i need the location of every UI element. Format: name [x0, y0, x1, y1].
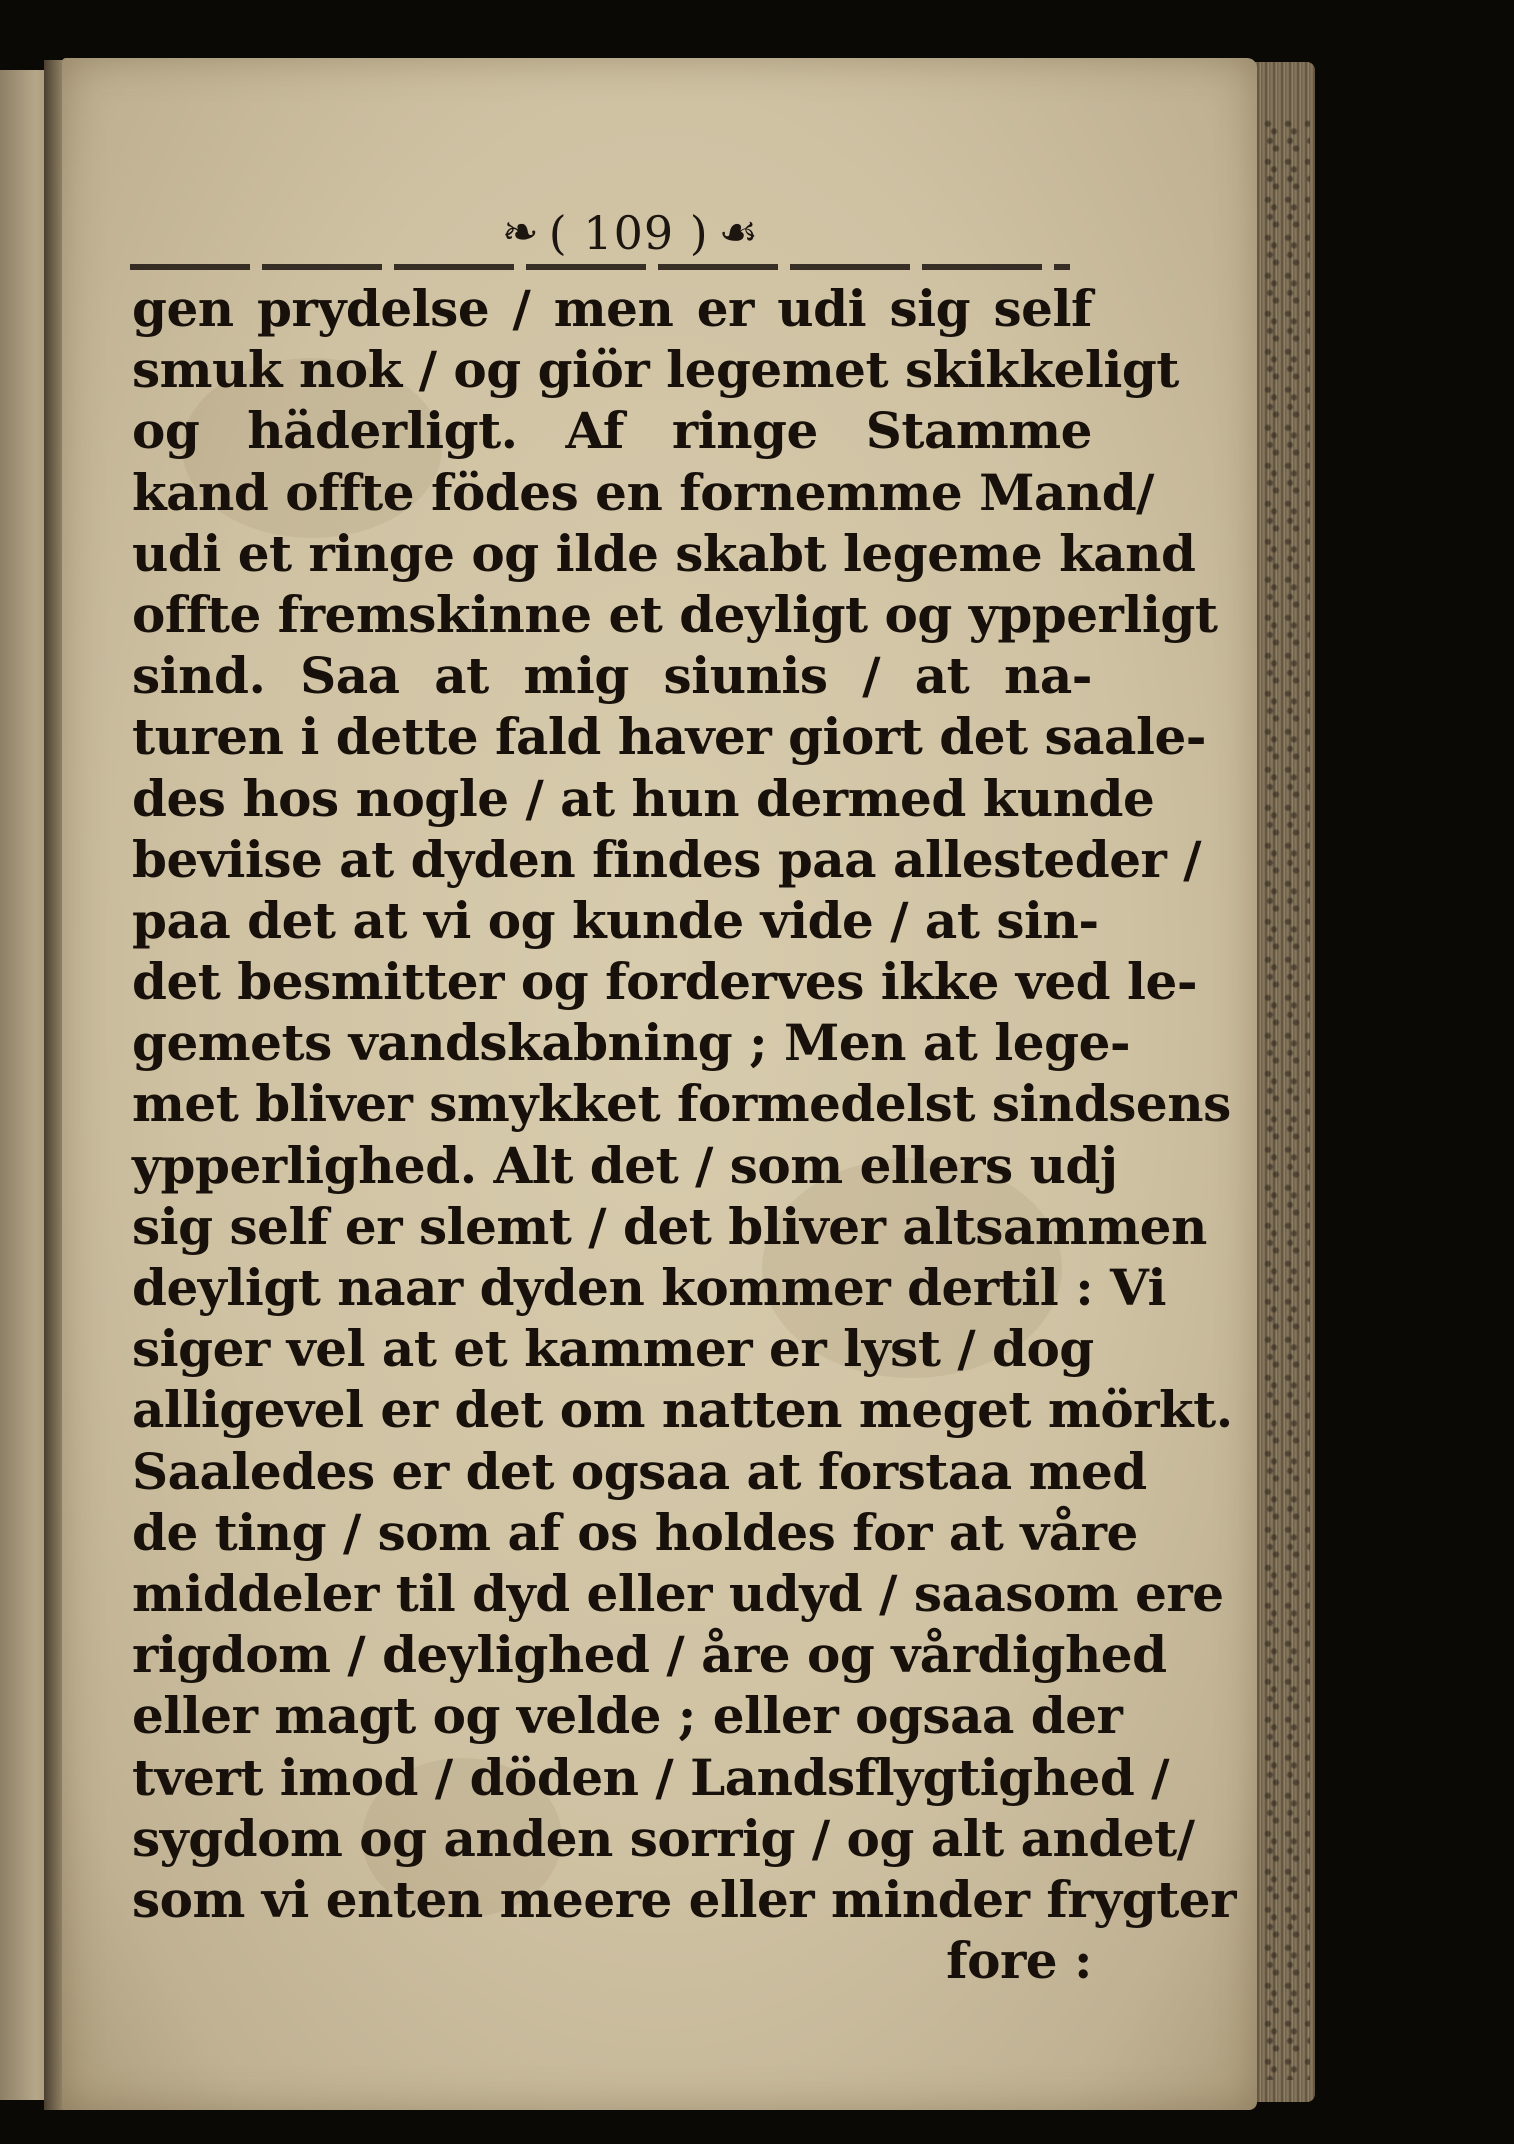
text-line: gen prydelse / men er udi sig self	[132, 279, 1092, 338]
text-line: des hos nogle / at hun dermed kunde	[132, 768, 1155, 828]
text-line: det besmitter og forderves ikke ved le-	[132, 952, 1198, 1012]
text-line: og häderligt. Af ringe Stamme	[132, 401, 1092, 461]
text-line: alligevel er det om natten meget mörkt.	[132, 1380, 1233, 1440]
text-line: som vi enten meere eller minder frygter	[132, 1869, 1236, 1929]
text-line: smuk nok / og giör legemet skikkeligt	[132, 340, 1179, 400]
ornament-left-icon: ❧	[501, 207, 539, 258]
text-line: de ting / som af os holdes for at våre	[132, 1502, 1138, 1562]
text-line: siger vel at et kammer er lyst / dog	[132, 1319, 1094, 1379]
text-line: udi et ringe og ilde skabt legeme kand	[132, 523, 1196, 583]
text-line: sig self er slemt / det bliver altsammen	[132, 1196, 1207, 1256]
body-text	[132, 278, 1236, 1991]
catchword: fore :	[946, 1931, 1092, 1991]
page-number: ( 109 )	[548, 206, 709, 260]
running-header	[460, 198, 800, 268]
text-line: kand offte födes en fornemme Mand/	[132, 462, 1154, 522]
header-rule	[130, 264, 1070, 270]
text-line: sygdom og anden sorrig / og alt andet/	[132, 1808, 1195, 1868]
text-line: eller magt og velde ; eller ogsaa der	[132, 1686, 1123, 1746]
text-line: beviise at dyden findes paa allesteder /	[132, 829, 1202, 889]
text-line: met bliver smykket formedelst sindsens	[132, 1074, 1231, 1134]
text-line: middeler til dyd eller udyd / saasom ere	[132, 1563, 1224, 1623]
text-line: sind. Saa at mig siunis / at na-	[132, 646, 1092, 706]
text-line: turen i dette fald haver giort det saale-	[132, 707, 1207, 767]
text-line: deyligt naar dyden kommer dertil : Vi	[132, 1258, 1166, 1317]
text-line: gemets vandskabning ; Men at lege-	[132, 1013, 1131, 1073]
text-line: Saaledes er det ogsaa at forstaa med	[132, 1441, 1147, 1501]
text-line: tvert imod / döden / Landsflygtighed /	[132, 1747, 1169, 1807]
text-line: rigdom / deylighed / åre og vårdighed	[132, 1625, 1167, 1685]
text-line: paa det at vi og kunde vide / at sin-	[132, 890, 1099, 950]
page-edge-foxing	[1262, 120, 1310, 2080]
text-line: offte fremskinne et deyligt og ypperligt	[132, 584, 1218, 644]
text-line: ypperlighed. Alt det / som ellers udj	[132, 1135, 1118, 1195]
ornament-right-icon: ☙	[718, 207, 759, 258]
